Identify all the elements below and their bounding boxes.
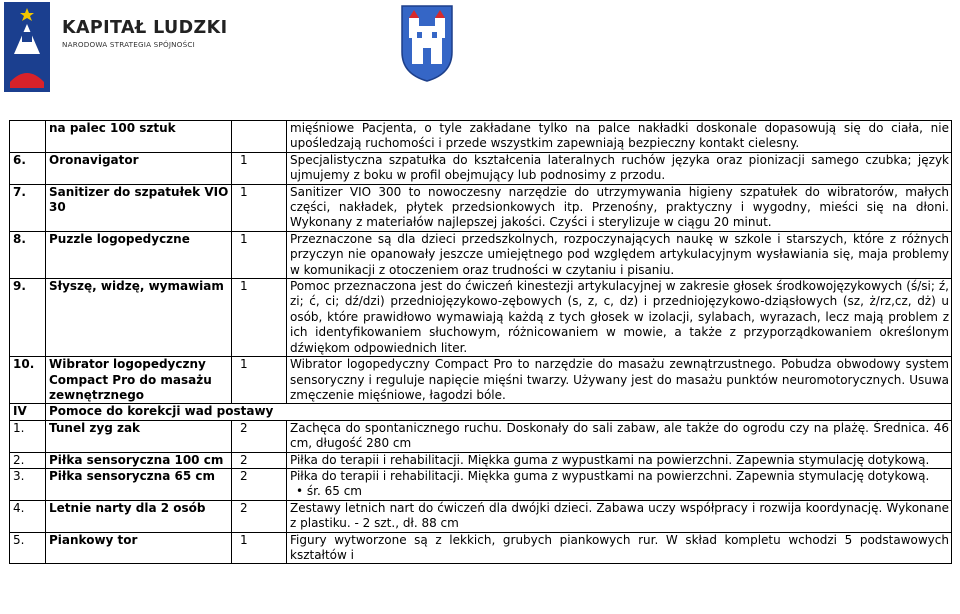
table-row	[10, 152, 952, 184]
section-header-row	[10, 404, 952, 420]
item-name: Tunel zyg zak	[46, 420, 232, 452]
kapital-ludzki-logo-icon	[4, 2, 50, 92]
item-quantity: 2	[232, 420, 287, 452]
item-name: na palec 100 sztuk	[46, 121, 232, 153]
equipment-table	[9, 120, 952, 564]
item-quantity: 1	[232, 357, 287, 404]
row-number: 4.	[10, 500, 46, 532]
table-row	[10, 121, 952, 153]
table-row	[10, 279, 952, 357]
item-name: Piłka sensoryczna 100 cm	[46, 452, 232, 468]
item-name: Wibrator logopedyczny Compact Pro do masażu zewnętrznego	[46, 357, 232, 404]
table-row	[10, 452, 952, 468]
item-name: Letnie narty dla 2 osób	[46, 500, 232, 532]
row-number: 5.	[10, 532, 46, 564]
page-header	[0, 0, 960, 96]
item-name: Słyszę, widzę, wymawiam	[46, 279, 232, 357]
brand-subtitle: NARODOWA STRATEGIA SPÓJNOŚCI	[62, 40, 195, 49]
item-name: Piankowy tor	[46, 532, 232, 564]
item-name: Oronavigator	[46, 152, 232, 184]
row-number: 10.	[10, 357, 46, 404]
table-row	[10, 357, 952, 404]
row-number: 8.	[10, 231, 46, 278]
item-quantity: 1	[232, 279, 287, 357]
section-number: IV	[10, 404, 46, 420]
item-quantity: 1	[232, 184, 287, 231]
item-description: Zestawy letnich nart do ćwiczeń dla dwójki dzieci. Zabawa uczy współpracy i rozwija koordynację. Wykonane z plastiku. - 2 szt., dł. 88 cm	[287, 500, 952, 532]
item-description: Pomoc przeznaczona jest do ćwiczeń kinestezji artykulacyjnej w zakresie głosek środkowojęzykowych (ś/si; ź, zi; ć, ci; dź/dzi) przedniojęzykowo-zębowych (s, z, c, dz) i przedniojęzykowo-dziąsłowych (sz, ż/rz,cz, dż) u osób, które prawidłowo wymawiają każdą z tych głosek w izolacji, sylabach, wyrazach, lecz mają problem z ich identyfikowaniem słuchowym, różnicowaniem w mowie, a także z przyporządkowaniem określonym dźwiękom odpowiednich liter.	[287, 279, 952, 357]
item-name: Piłka sensoryczna 65 cm	[46, 468, 232, 500]
item-quantity	[232, 121, 287, 153]
city-crest-icon	[400, 4, 454, 82]
item-description: Piłka do terapii i rehabilitacji. Miękka guma z wypustkami na powierzchni. Zapewnia stymulację dotykową.	[290, 468, 930, 483]
item-quantity: 2	[232, 452, 287, 468]
item-description: Sanitizer VIO 300 to nowoczesny narzędzie do utrzymywania higieny szpatułek do wibratorów, małych części, nakładek, płytek przedsionkowych itp. Przenośny, praktyczny i wygodny, mieści się na dłoni. Wykonany z materiałów najlepszej jakości. Czyści i sterylizuje w ciągu 20 minut.	[287, 184, 952, 231]
brand-title: KAPITAŁ LUDZKI	[62, 18, 228, 38]
item-description: Wibrator logopedyczny Compact Pro to narzędzie do masażu zewnątrzustnego. Pobudza obwodowy system sensoryczny i reguluje napięcie mięśni twarzy. Używany jest do masażu punktów neuromotorycznych. Usuwa zmęczenie mięśniowe, łagodzi bóle.	[287, 357, 952, 404]
row-number: 9.	[10, 279, 46, 357]
diameter-bullet: • śr. 65 cm	[296, 484, 362, 499]
table-row	[10, 468, 952, 500]
section-empty-cell	[287, 404, 952, 420]
item-description: Specjalistyczna szpatułka do kształcenia lateralnych ruchów języka oraz pionizacji samego czubka; język ujmujemy z boku w profil obejmujący lub podnosimy z przodu.	[287, 152, 952, 184]
row-number: 3.	[10, 468, 46, 500]
item-quantity: 2	[232, 500, 287, 532]
table-row	[10, 231, 952, 278]
item-quantity: 2	[232, 468, 287, 500]
item-description: Zachęca do spontanicznego ruchu. Doskonały do sali zabaw, ale także do ogrodu czy na plażę. Średnica. 46 cm, długość 280 cm	[287, 420, 952, 452]
item-description: Piłka do terapii i rehabilitacji. Miękka guma z wypustkami na powierzchni. Zapewnia stymulację dotykową.	[287, 452, 952, 468]
row-number: 1.	[10, 420, 46, 452]
row-number	[10, 121, 46, 153]
item-description-cell	[287, 468, 952, 500]
item-description: Przeznaczone są dla dzieci przedszkolnych, rozpoczynających naukę w szkole i starszych, które z różnych przyczyn nie opanowały jeszcze umiejętnego pod względem artykulacyjnym wysławiania się, maja problemy w komunikacji z otoczeniem oraz trudności w czytaniu i pisaniu.	[287, 231, 952, 278]
item-name: Sanitizer do szpatułek VIO 30	[46, 184, 232, 231]
row-number: 2.	[10, 452, 46, 468]
item-name: Puzzle logopedyczne	[46, 231, 232, 278]
table-row	[10, 420, 952, 452]
item-description: mięśniowe Pacjenta, o tyle zakładane tylko na palce nakładki doskonale dopasowują się do ciała, nie upośledzają ruchomości i przede wszystkim zapewniają bezpieczny kontakt cielesny.	[287, 121, 952, 153]
table-row	[10, 532, 952, 564]
item-quantity: 1	[232, 231, 287, 278]
row-number: 6.	[10, 152, 46, 184]
row-number: 7.	[10, 184, 46, 231]
table-row	[10, 184, 952, 231]
item-quantity: 1	[232, 532, 287, 564]
item-description: Figury wytworzone są z lekkich, grubych piankowych rur. W skład kompletu wchodzi 5 podstawowych kształtów i	[287, 532, 952, 564]
table-row	[10, 500, 952, 532]
section-title: Pomoce do korekcji wad postawy	[46, 404, 287, 420]
item-quantity: 1	[232, 152, 287, 184]
